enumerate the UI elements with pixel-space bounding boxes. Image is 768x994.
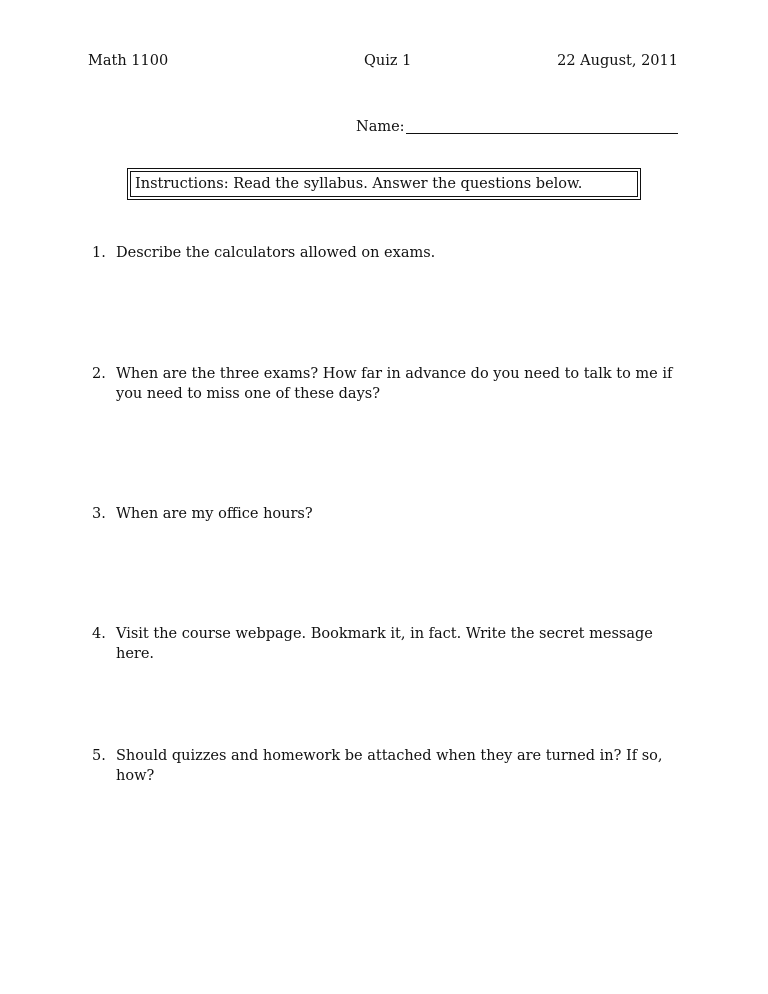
question-number: 1. [92, 245, 106, 261]
course-title: Math 1100 [88, 53, 169, 69]
question-2 [92, 364, 682, 404]
question-text: Should quizzes and homework be attached when they are turned in? If so, how? [116, 748, 663, 784]
instructions-box [127, 168, 641, 200]
question-number: 3. [92, 506, 106, 522]
name-blank-line [406, 133, 678, 134]
question-5 [92, 746, 682, 786]
instructions-text: Instructions: Read the syllabus. Answer the questions below. [130, 171, 638, 197]
question-text: Visit the course webpage. Bookmark it, in fact. Write the secret message here. [116, 626, 653, 662]
question-1 [92, 243, 682, 263]
question-text: When are the three exams? How far in advance do you need to talk to me if you need to miss one of these days? [116, 366, 673, 402]
name-label: Name: [356, 119, 405, 135]
question-4 [92, 624, 682, 664]
question-text: When are my office hours? [116, 506, 313, 522]
question-number: 4. [92, 626, 106, 642]
question-3 [92, 504, 682, 524]
page-header [88, 53, 678, 73]
question-text: Describe the calculators allowed on exams. [116, 245, 436, 261]
quiz-title: Quiz 1 [364, 53, 412, 69]
question-number: 5. [92, 748, 106, 764]
question-number: 2. [92, 366, 106, 382]
name-field [356, 119, 678, 141]
quiz-date: 22 August, 2011 [557, 53, 678, 69]
